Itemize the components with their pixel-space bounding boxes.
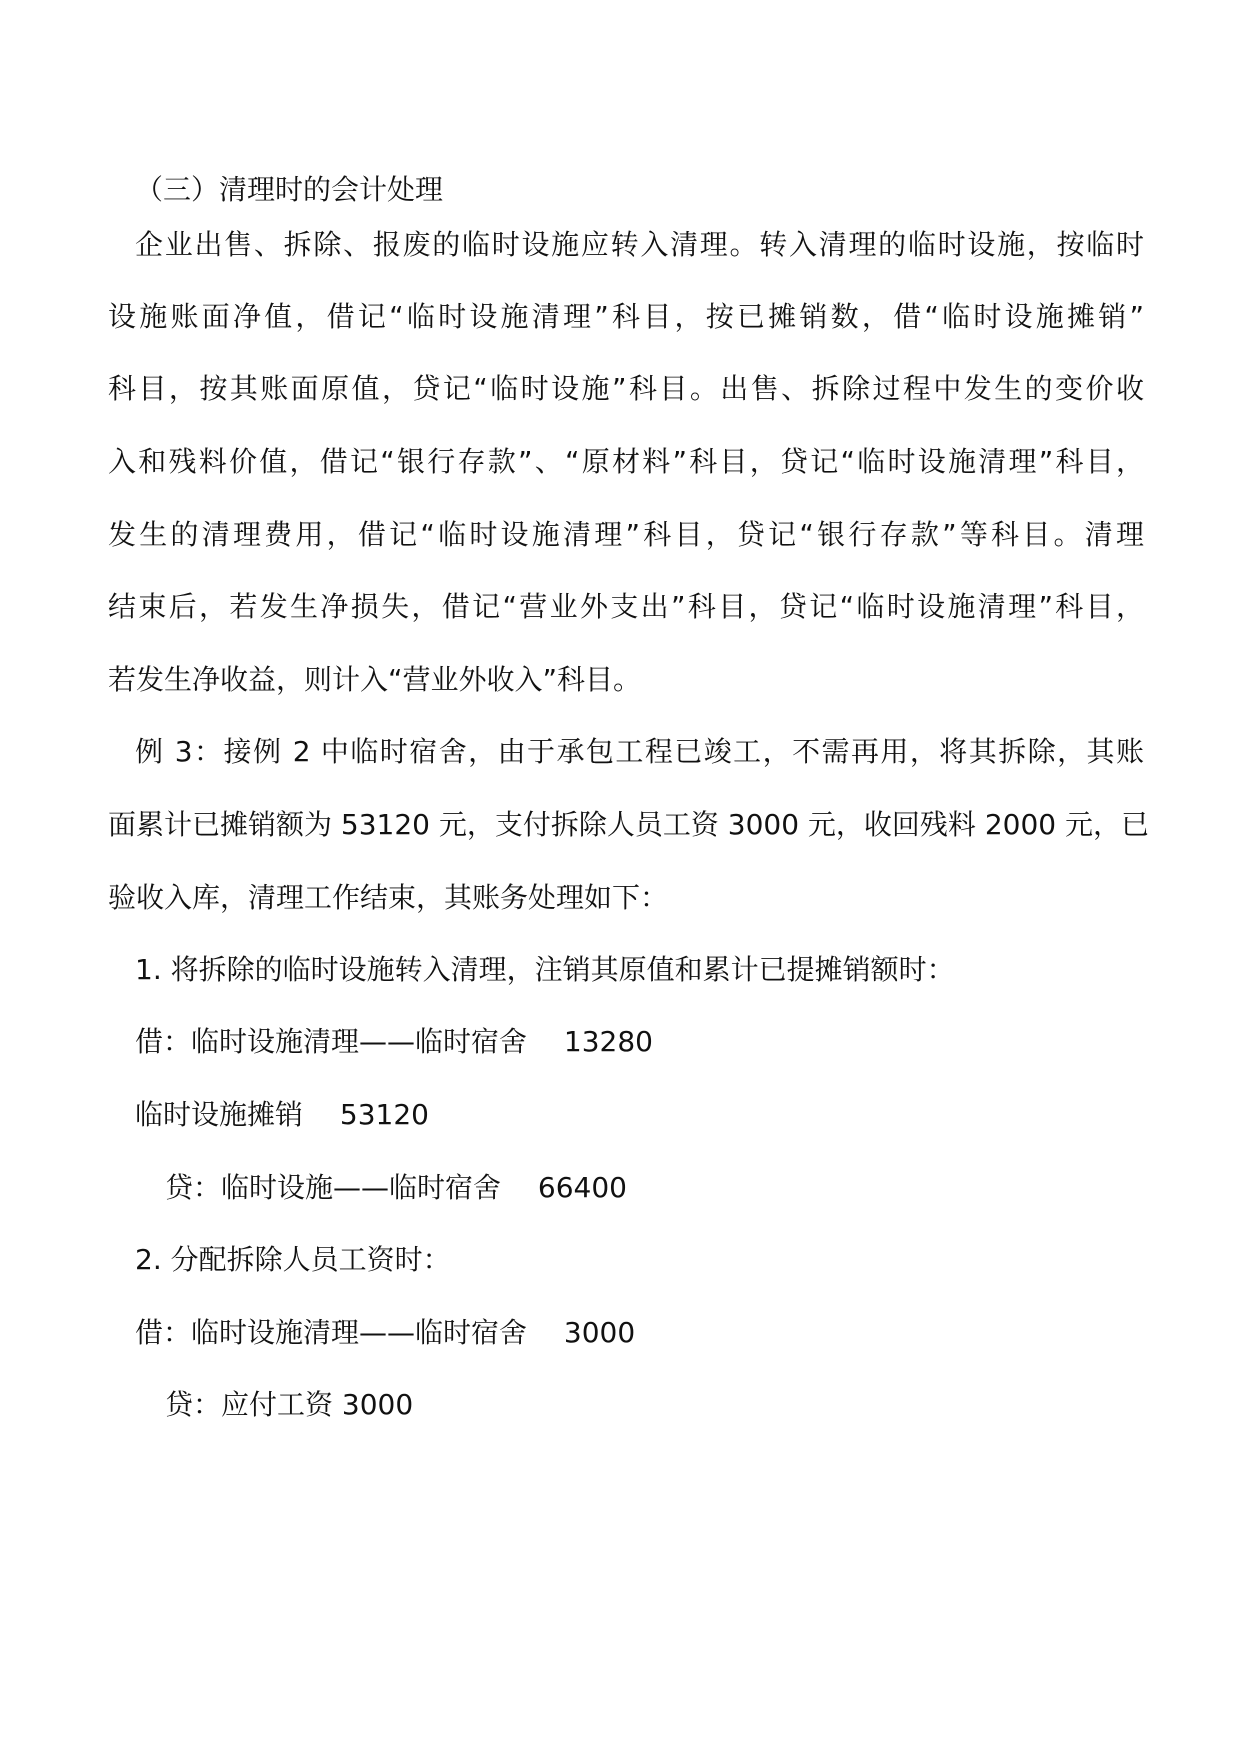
paragraph-line: 科目，按其账面原值，贷记“临时设施”科目。出售、拆除过程中发生的变价收 [108, 372, 1144, 405]
example-line: 例 3：接例 2 中临时宿舍，由于承包工程已竣工，不需再用，将其拆除，其账 [135, 735, 1144, 768]
journal-entry-debit: 借：临时设施清理——临时宿舍 13280 [135, 1025, 653, 1058]
journal-entry-credit: 贷：临时设施——临时宿舍 66400 [165, 1171, 627, 1204]
step-title: 2. 分配拆除人员工资时： [135, 1243, 451, 1276]
journal-entry-debit: 借：临时设施清理——临时宿舍 3000 [135, 1316, 636, 1349]
journal-entry-credit: 贷：应付工资 3000 [165, 1388, 414, 1421]
paragraph-line: 结束后，若发生净损失，借记“营业外支出”科目，贷记“临时设施清理”科目， [108, 590, 1144, 623]
paragraph-line: 发生的清理费用，借记“临时设施清理”科目，贷记“银行存款”等科目。清理 [108, 518, 1144, 551]
example-line: 验收入库，清理工作结束，其账务处理如下： [108, 881, 669, 914]
paragraph-line: 设施账面净值，借记“临时设施清理”科目，按已摊销数，借“临时设施摊销” [108, 300, 1144, 333]
step-title: 1. 将拆除的临时设施转入清理，注销其原值和累计已提摊销额时： [135, 953, 955, 986]
example-line: 面累计已摊销额为 53120 元，支付拆除人员工资 3000 元，收回残料 2000 元，已 [108, 808, 1149, 841]
journal-entry-debit: 临时设施摊销 53120 [135, 1098, 429, 1131]
paragraph-line: 企业出售、拆除、报废的临时设施应转入清理。转入清理的临时设施，按临时 [135, 228, 1144, 261]
section-heading: （三）清理时的会计处理 [135, 173, 444, 206]
paragraph-line: 入和残料价值，借记“银行存款”、“原材料”科目，贷记“临时设施清理”科目， [108, 445, 1144, 478]
paragraph-line: 若发生净收益，则计入“营业外收入”科目。 [108, 663, 642, 696]
